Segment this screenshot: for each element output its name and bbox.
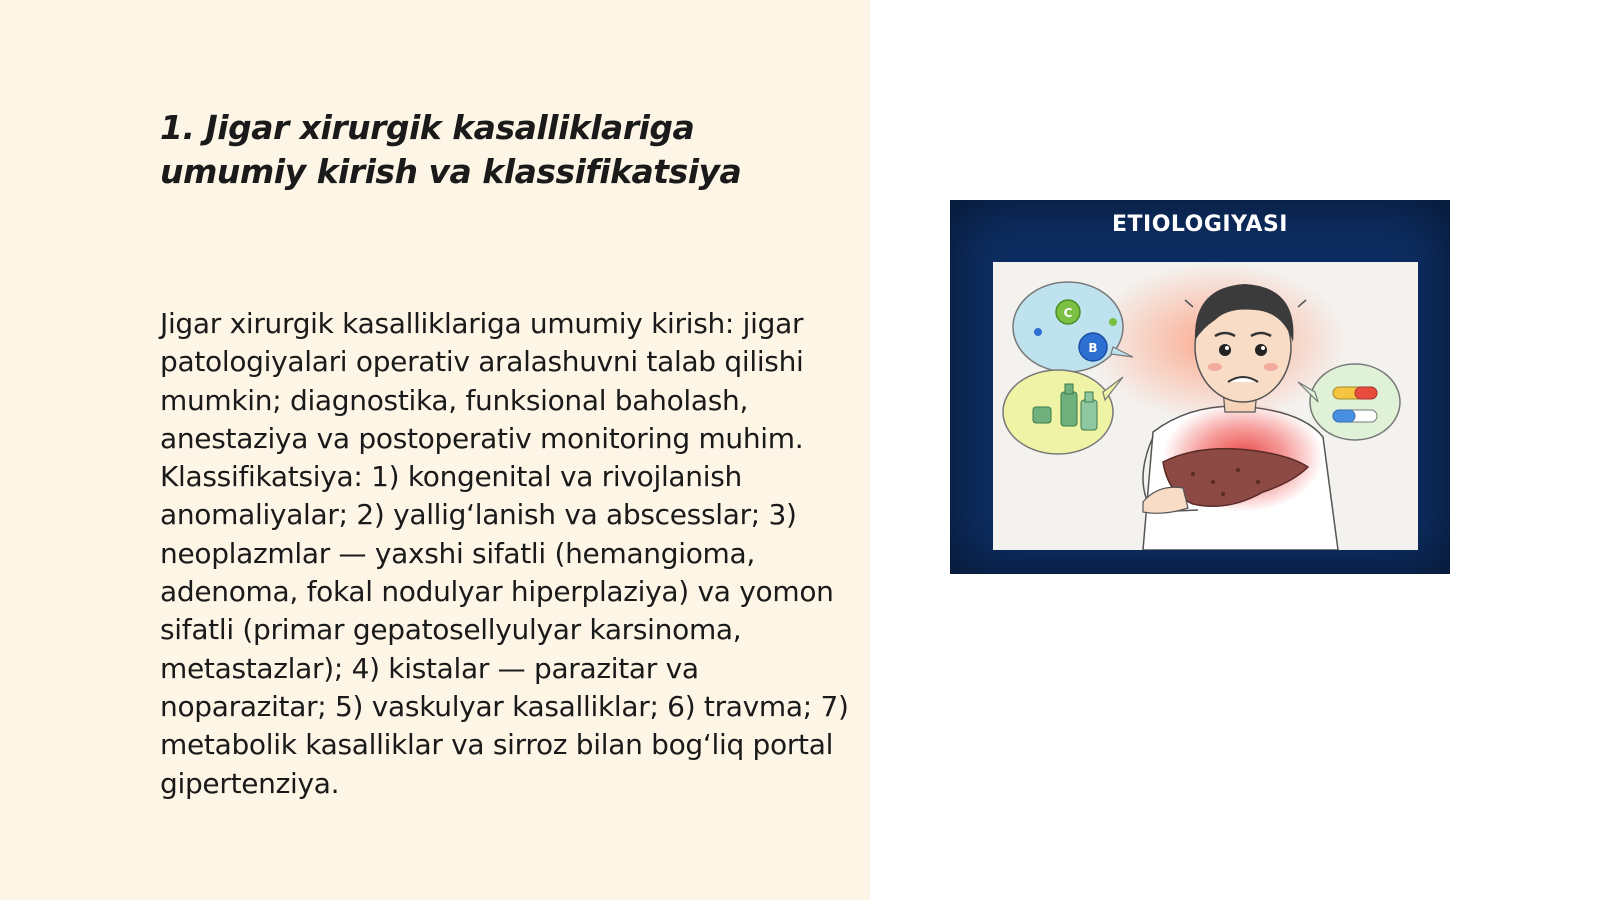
alcohol-bubble xyxy=(1003,370,1123,454)
etiology-figure xyxy=(950,200,1450,574)
slide-title: 1. Jigar xirurgik kasalliklariga umumiy kirish va klassifikatsiya xyxy=(160,108,742,191)
figure-title: ETIOLOGIYASI xyxy=(1112,212,1288,237)
virus-c-label: C xyxy=(1063,306,1073,320)
etiology-illustration xyxy=(993,262,1418,550)
liver-disease-illustration xyxy=(993,262,1418,550)
slide-body-text: Jigar xirurgik kasalliklariga umumiy kirish: jigar patologiyalari operativ aralashuvni talab qilishi mumkin; diagnostika, funksional baholash, anestaziya va postoperativ monitoring muhim. Klassifikatsiya: 1) kongenital va rivojlanish anomaliyalar; 2) yallig‘lanish va abscesslar; 3) neoplazmlar — yaxshi sifatli (hemangioma, adenoma, fokal nodulyar hiperplaziya) va yomon sifatli (primar gepatosellyulyar karsinoma, metastazlar); 4) kistalar — parazitar va noparazitar; 5) vaskulyar kasalliklar; 6) travma; 7) metabolik kasalliklar va sirroz bilan bog‘liq portal gipertenziya. xyxy=(160,307,849,800)
virus-b-label: B xyxy=(1088,341,1098,355)
